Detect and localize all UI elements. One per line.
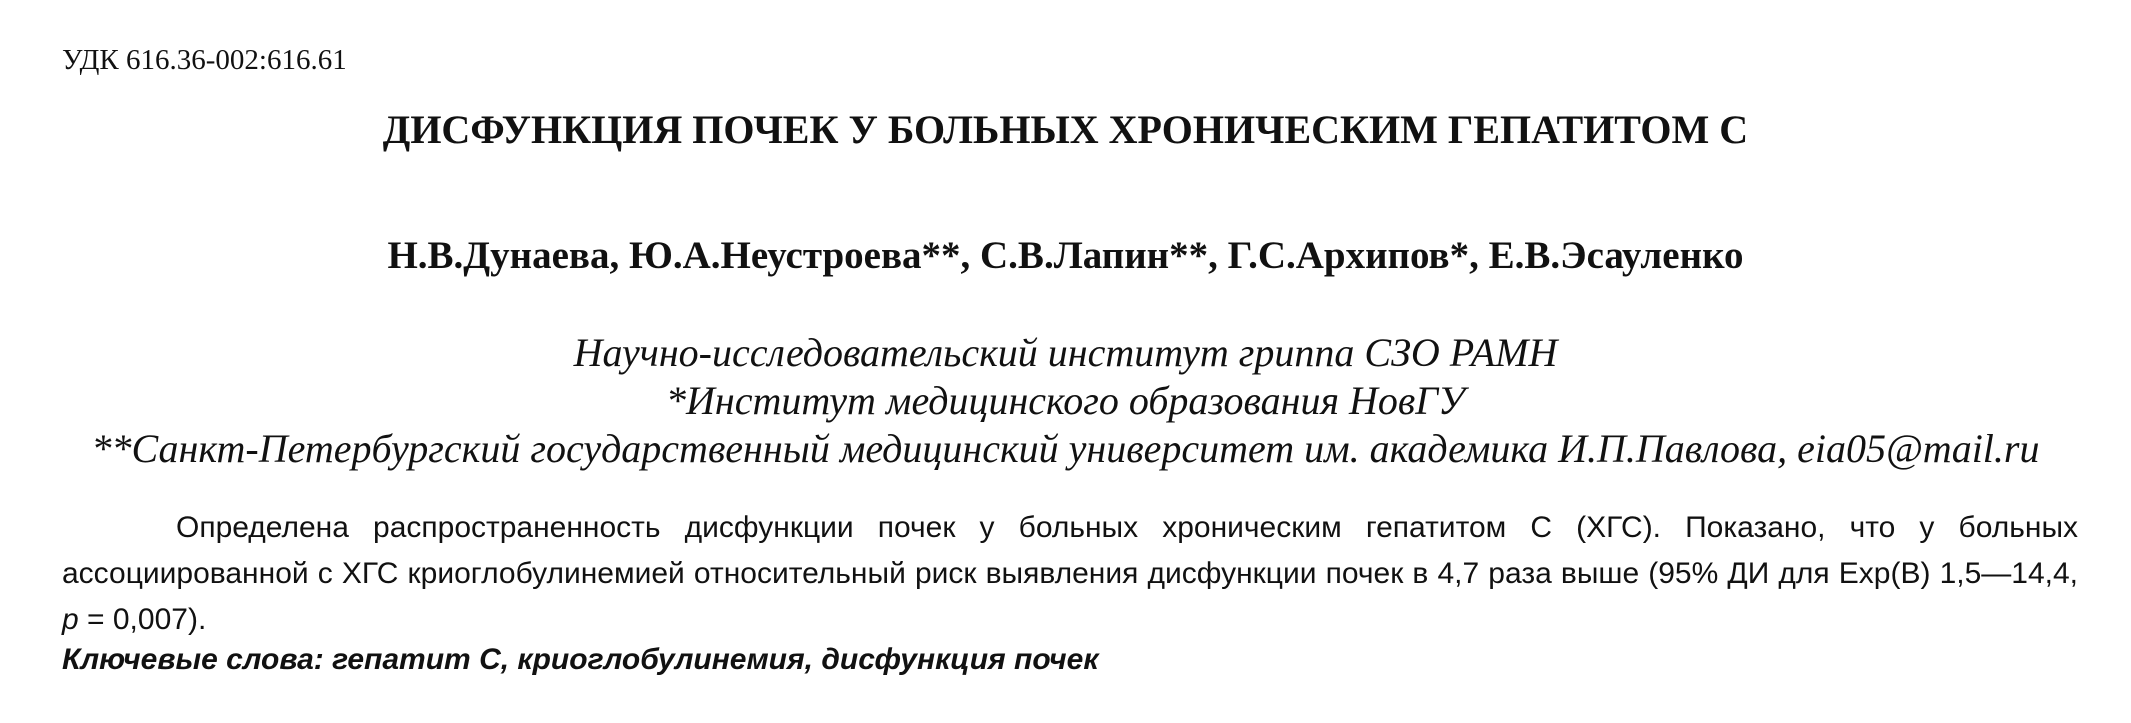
p-value-symbol: p	[62, 603, 79, 636]
keywords-line: Ключевые слова: гепатит С, криоглобулинемия, дисфункция почек	[62, 643, 1099, 676]
paper-title: ДИСФУНКЦИЯ ПОЧЕК У БОЛЬНЫХ ХРОНИЧЕСКИМ ГЕПАТИТОМ С	[382, 107, 1749, 152]
affiliation-3: **Санкт-Петербургский государственный медицинский университет им. академика И.П.Павлова, eia05@mail.ru	[91, 426, 2040, 471]
author-list: Н.В.Дунаева, Ю.А.Неустроева**, С.В.Лапин**, Г.С.Архипов*, Е.В.Эсауленко	[387, 234, 1744, 277]
udk-code: УДК 616.36-002:616.61	[62, 44, 347, 76]
abstract-paragraph	[62, 505, 2078, 643]
affiliation-1: Научно-исследовательский институт гриппа СЗО РАМН	[573, 330, 1558, 375]
abstract-text-after: = 0,007).	[78, 603, 207, 636]
affiliation-2: *Институт медицинского образования НовГУ	[666, 378, 1465, 423]
abstract-text-before: Определена распространенность дисфункции почек у больных хроническим гепатитом С (ХГС). Показано, что у больных ассоциированной с ХГС криоглобулинемией относительный риск выявления дисфункции почек в 4,7 раза выше (95% ДИ для Exp(B) 1,5—14,4,	[62, 511, 2078, 590]
